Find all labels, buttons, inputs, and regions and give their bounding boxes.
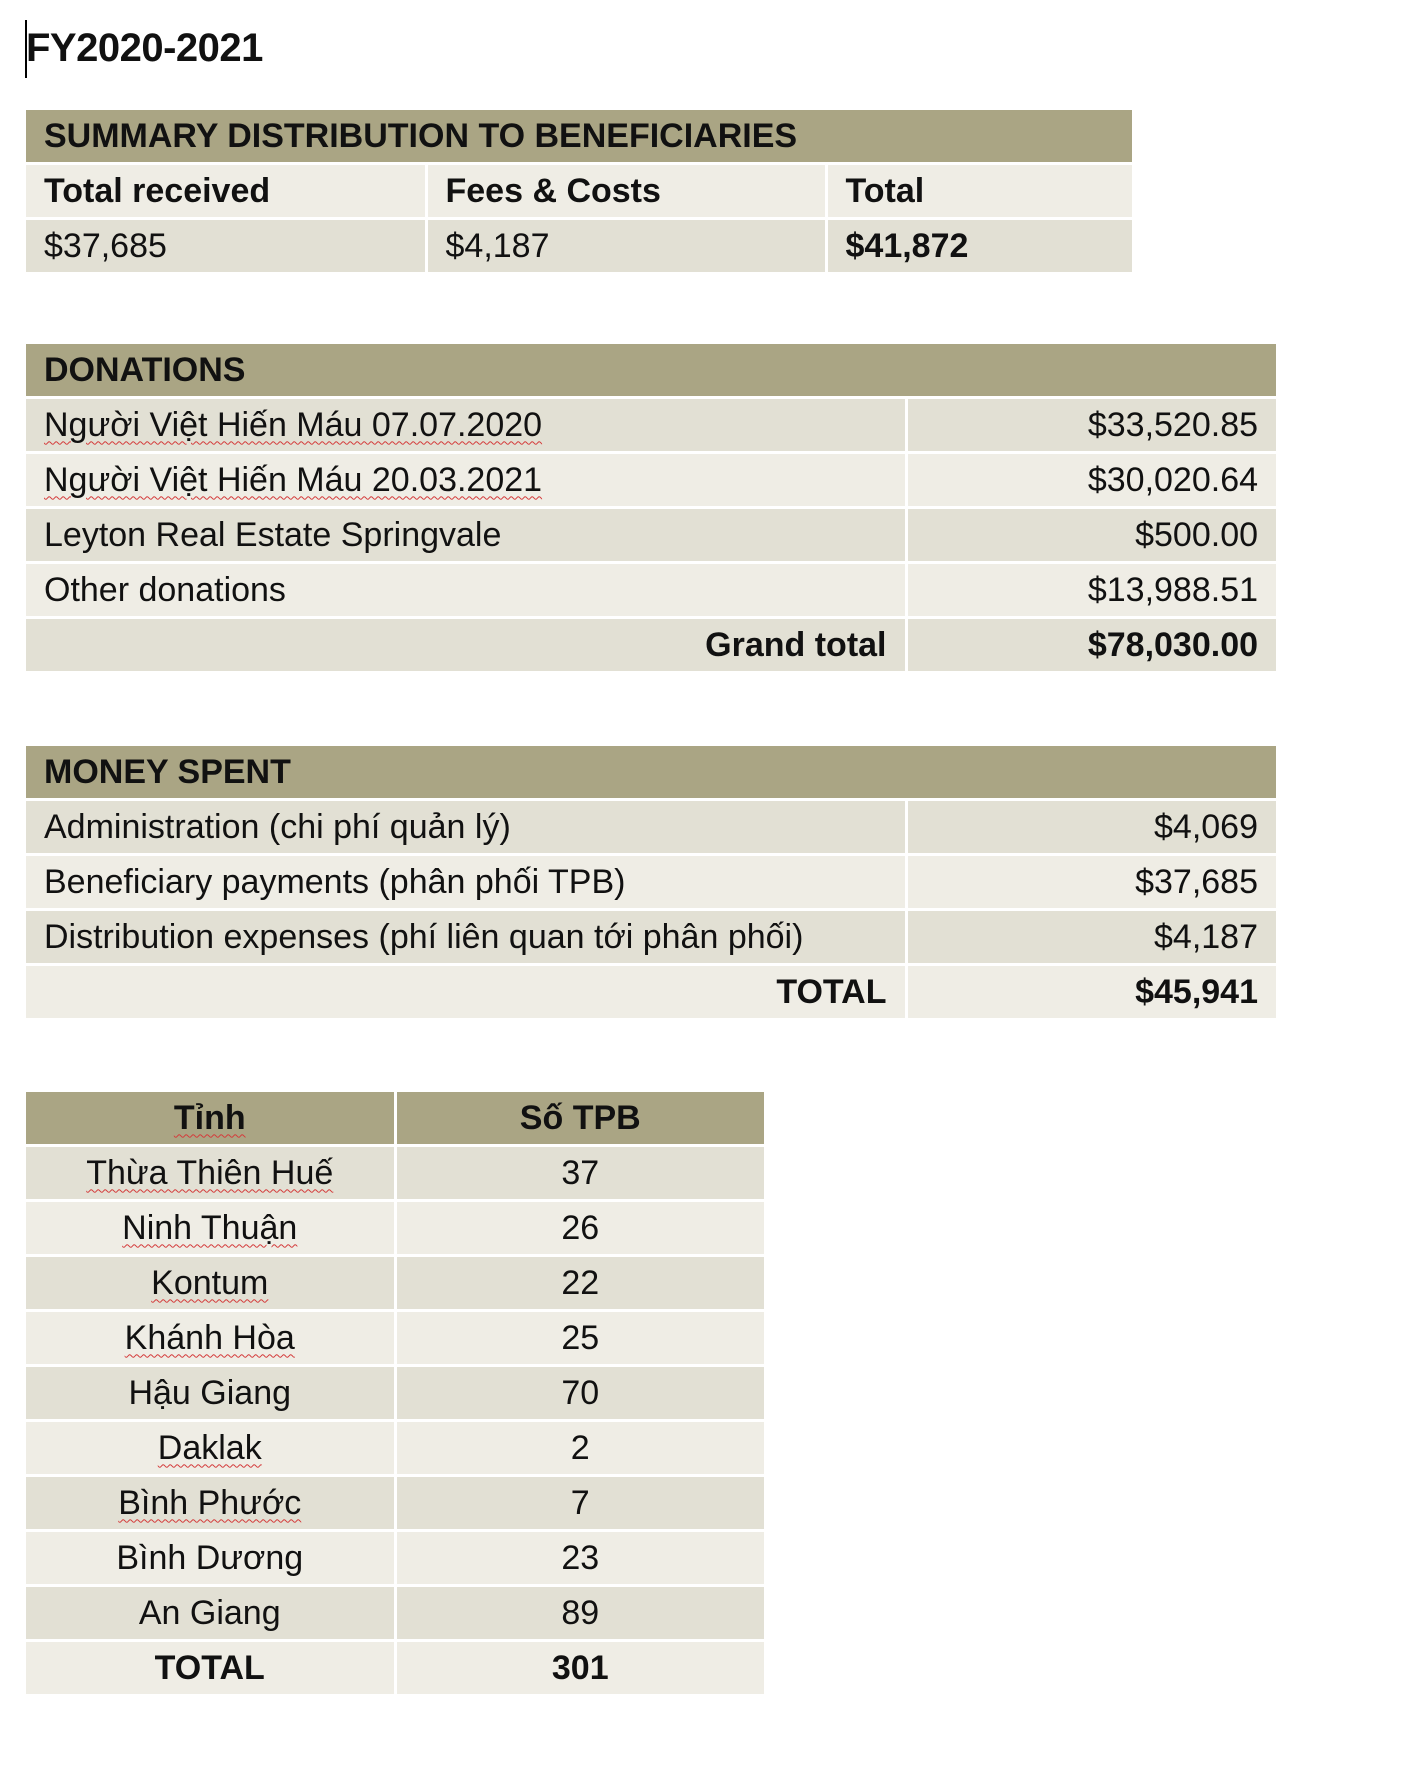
donation-label-text: Người Việt Hiến Máu 20.03.2021 [44, 460, 543, 499]
provinces-col-province [26, 1092, 395, 1146]
page-title: FY2020-2021 [26, 26, 263, 70]
province-count: 22 [395, 1256, 764, 1311]
donations-header: DONATIONS [26, 344, 1276, 398]
province-name-text: Ninh Thuận [122, 1208, 298, 1247]
provinces-header-row [26, 1092, 764, 1146]
spent-total-row [26, 965, 1276, 1019]
table-row [26, 398, 1276, 453]
table-row [26, 1586, 764, 1641]
table-row [26, 1201, 764, 1256]
province-name-text: Kontum [151, 1263, 269, 1302]
provinces-col-province-text: Tỉnh [173, 1098, 246, 1137]
donation-label [26, 453, 906, 508]
province-name [26, 1146, 395, 1201]
summary-col-total: Total [826, 164, 1132, 219]
spent-label: Distribution expenses (phí liên quan tới phân phối) [26, 910, 906, 965]
province-name [26, 1311, 395, 1366]
donations-total-amount: $78,030.00 [906, 618, 1276, 672]
province-name: Hậu Giang [26, 1366, 395, 1421]
donation-label [26, 398, 906, 453]
summary-value-row [26, 219, 1132, 273]
summary-col-fees-costs: Fees & Costs [426, 164, 826, 219]
spent-amount: $4,187 [906, 910, 1276, 965]
summary-header: SUMMARY DISTRIBUTION TO BENEFICIARIES [26, 110, 1132, 164]
province-name [26, 1476, 395, 1531]
spent-amount: $37,685 [906, 855, 1276, 910]
table-row [26, 1256, 764, 1311]
spent-header: MONEY SPENT [26, 746, 1276, 800]
province-name-text: Bình Phước [118, 1483, 302, 1522]
provinces-total-row [26, 1641, 764, 1695]
province-name [26, 1256, 395, 1311]
province-count: 23 [395, 1531, 764, 1586]
table-row [26, 1366, 764, 1421]
province-count: 37 [395, 1146, 764, 1201]
table-row [26, 855, 1276, 910]
table-row [26, 800, 1276, 855]
donation-label-text: Người Việt Hiến Máu 07.07.2020 [44, 405, 543, 444]
summary-col-header-row [26, 164, 1132, 219]
province-count: 25 [395, 1311, 764, 1366]
table-row [26, 1531, 764, 1586]
province-name-text: Daklak [157, 1428, 262, 1467]
donations-total-label: Grand total [26, 618, 906, 672]
province-count: 7 [395, 1476, 764, 1531]
summary-col-total-received: Total received [26, 164, 426, 219]
provinces-total-count: 301 [395, 1641, 764, 1695]
donation-amount: $30,020.64 [906, 453, 1276, 508]
table-row [26, 1421, 764, 1476]
donation-label: Other donations [26, 563, 906, 618]
province-name [26, 1421, 395, 1476]
province-name-text: Khánh Hòa [124, 1318, 295, 1357]
summary-total-received: $37,685 [26, 219, 426, 273]
provinces-total-label: TOTAL [26, 1641, 395, 1695]
province-count: 70 [395, 1366, 764, 1421]
province-name [26, 1201, 395, 1256]
donations-total-row [26, 618, 1276, 672]
table-row [26, 1146, 764, 1201]
province-name: Bình Dương [26, 1531, 395, 1586]
spent-total-label: TOTAL [26, 965, 906, 1019]
donation-amount: $33,520.85 [906, 398, 1276, 453]
province-name: An Giang [26, 1586, 395, 1641]
donation-amount: $13,988.51 [906, 563, 1276, 618]
table-row [26, 910, 1276, 965]
table-row [26, 563, 1276, 618]
donations-header-row [26, 344, 1276, 398]
donation-amount: $500.00 [906, 508, 1276, 563]
donation-label: Leyton Real Estate Springvale [26, 508, 906, 563]
table-row [26, 1476, 764, 1531]
summary-header-row [26, 110, 1132, 164]
provinces-col-count: Số TPB [395, 1092, 764, 1146]
province-name-text: Thừa Thiên Huế [86, 1153, 334, 1192]
spent-label: Administration (chi phí quản lý) [26, 800, 906, 855]
table-row [26, 508, 1276, 563]
province-count: 26 [395, 1201, 764, 1256]
summary-fees-costs: $4,187 [426, 219, 826, 273]
spent-amount: $4,069 [906, 800, 1276, 855]
spent-label: Beneficiary payments (phân phối TPB) [26, 855, 906, 910]
table-row [26, 1311, 764, 1366]
money-spent-table [26, 746, 1276, 1018]
summary-table [26, 110, 1132, 272]
province-count: 2 [395, 1421, 764, 1476]
spent-total-amount: $45,941 [906, 965, 1276, 1019]
province-count: 89 [395, 1586, 764, 1641]
provinces-table [26, 1092, 764, 1694]
summary-total: $41,872 [826, 219, 1132, 273]
spent-header-row [26, 746, 1276, 800]
table-row [26, 453, 1276, 508]
donations-table [26, 344, 1276, 671]
